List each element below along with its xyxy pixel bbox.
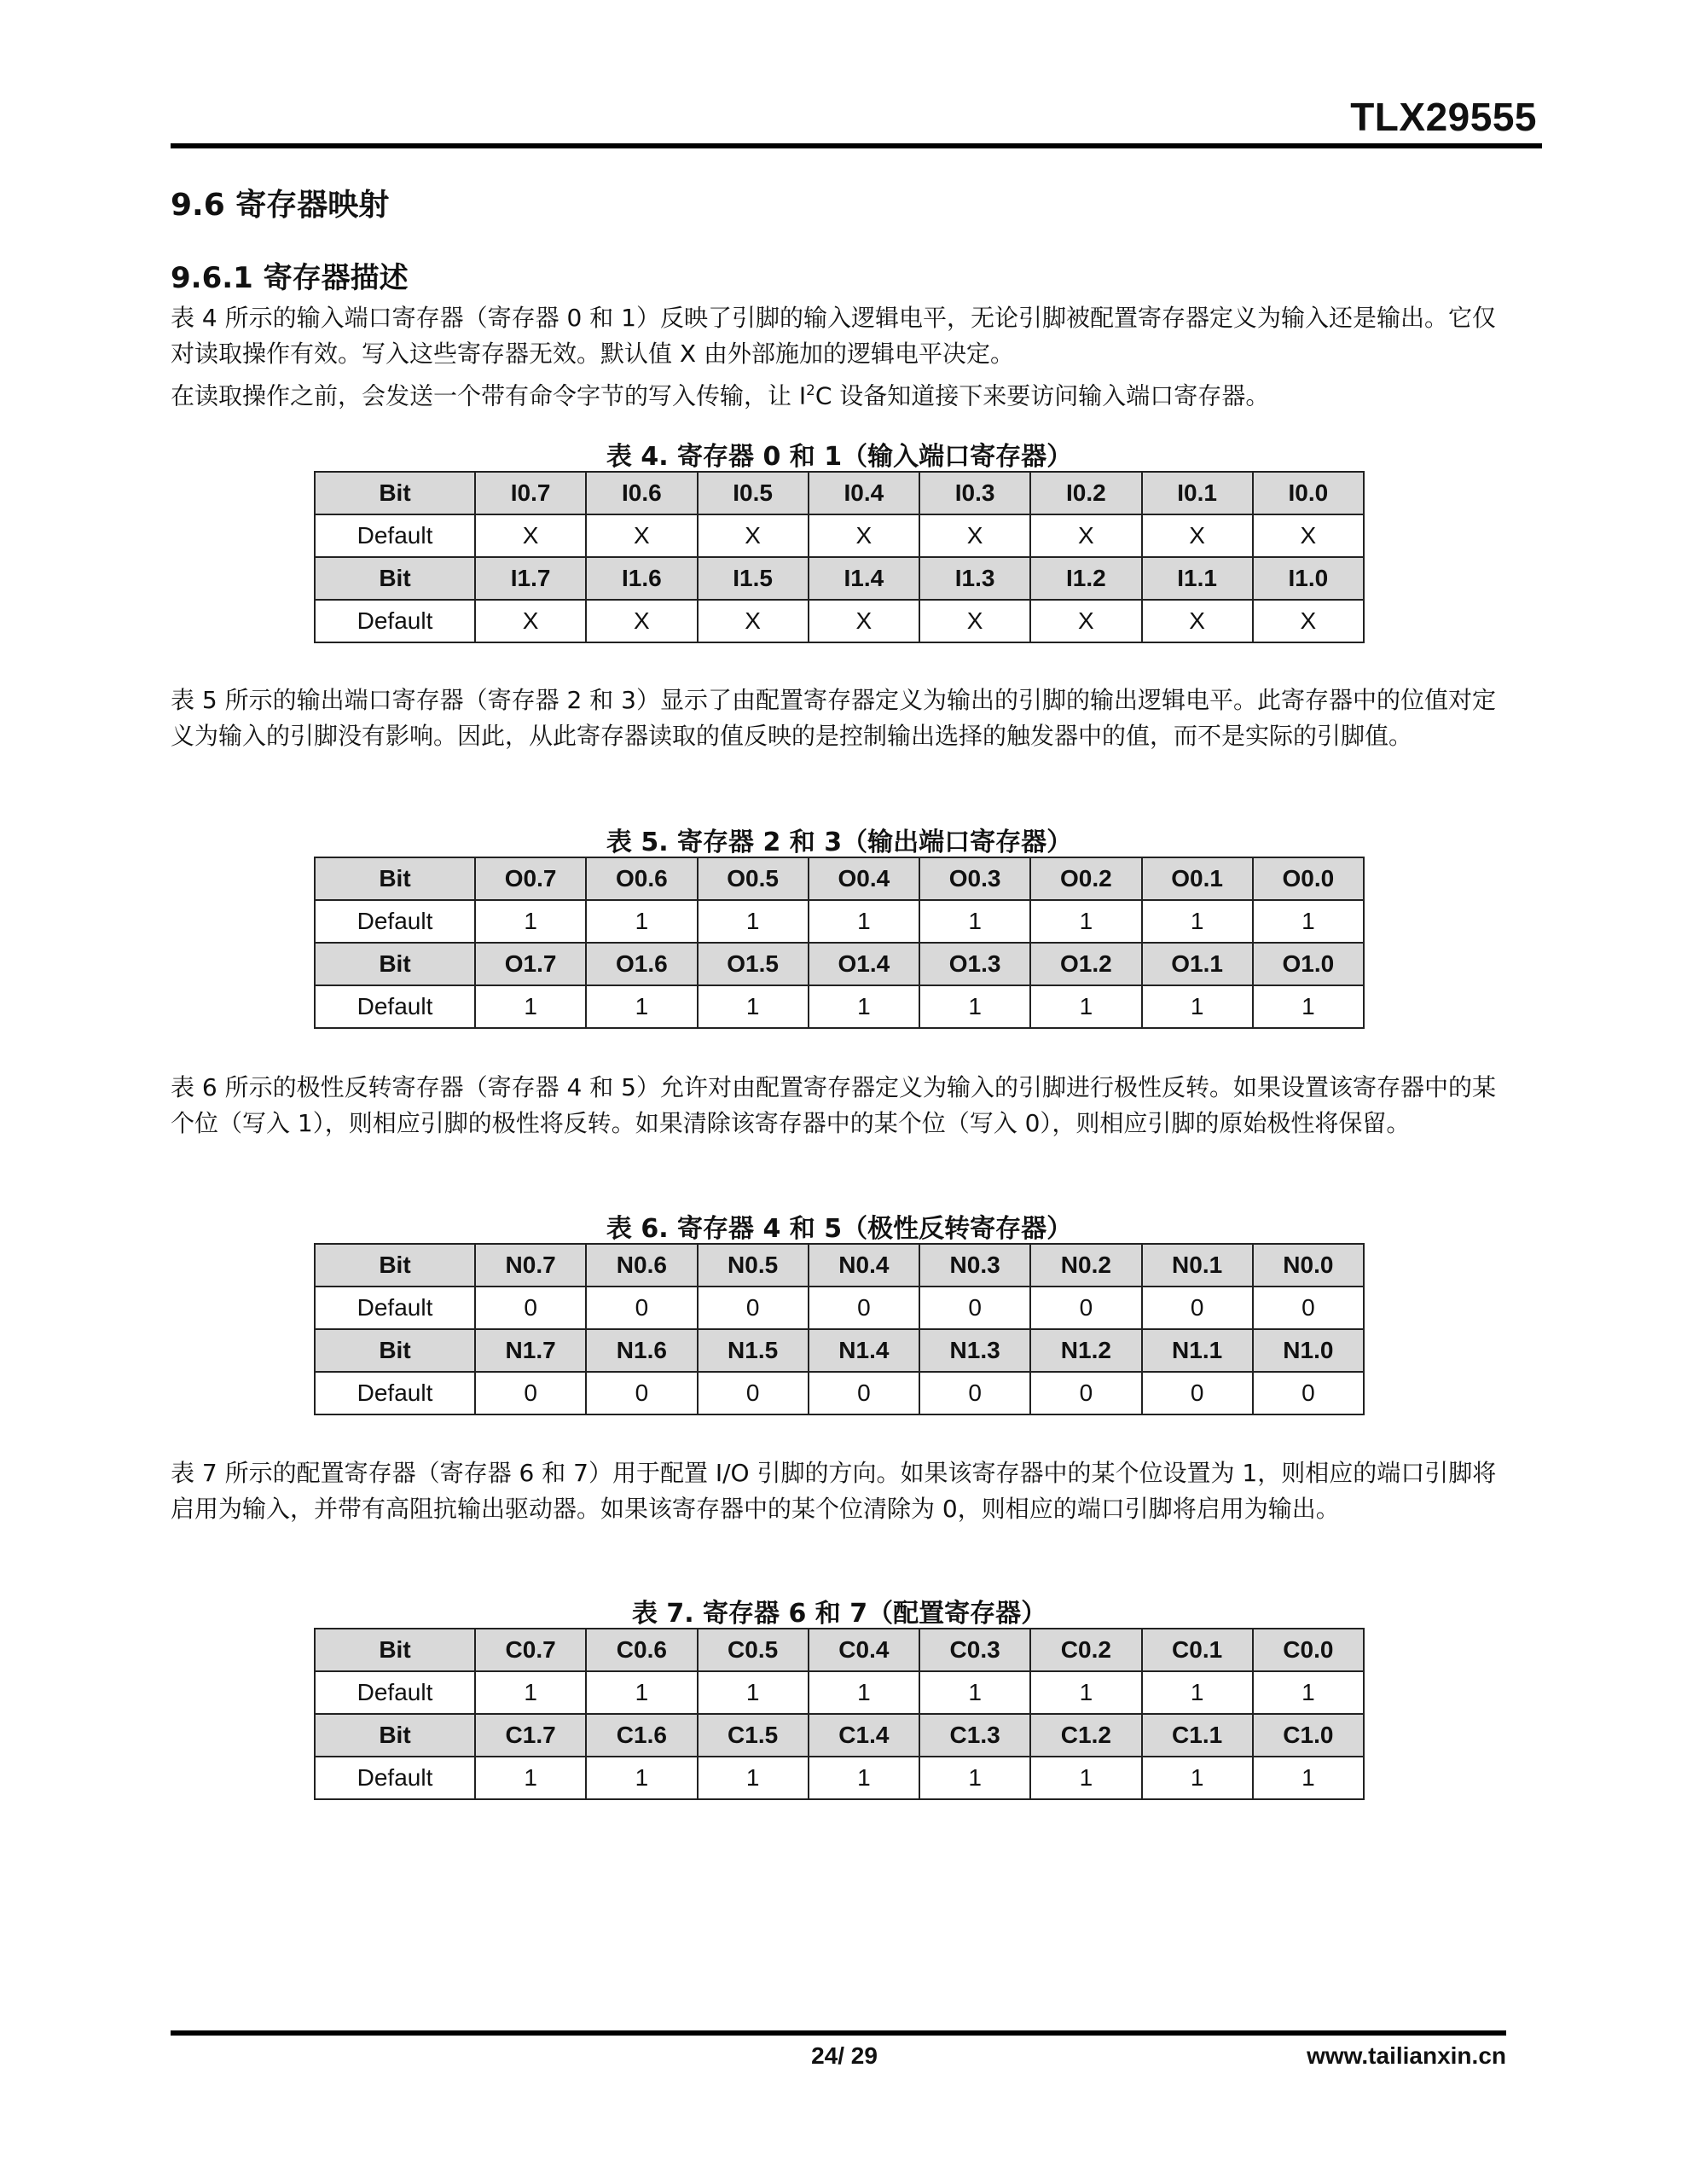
table-cell: 1 bbox=[809, 1671, 919, 1714]
table-cell: Default bbox=[315, 514, 475, 557]
table-cell: N0.7 bbox=[475, 1244, 586, 1287]
table-cell: X bbox=[475, 514, 586, 557]
table-cell: 0 bbox=[1030, 1372, 1141, 1414]
table-cell: O1.0 bbox=[1253, 943, 1364, 985]
table-cell: Bit bbox=[315, 1244, 475, 1287]
table-row bbox=[315, 1714, 1364, 1757]
table-row bbox=[315, 600, 1364, 642]
table-cell: N0.2 bbox=[1030, 1244, 1141, 1287]
table-cell: I0.6 bbox=[586, 472, 697, 514]
table-cell: O0.1 bbox=[1142, 857, 1253, 900]
table-6-caption: 表 6. 寄存器 4 和 5（极性反转寄存器） bbox=[606, 1214, 1073, 1244]
table-cell: O1.6 bbox=[586, 943, 697, 985]
table-cell: X bbox=[475, 600, 586, 642]
table-cell: 0 bbox=[1253, 1287, 1364, 1329]
table-cell: I1.2 bbox=[1030, 557, 1141, 600]
table-cell: 0 bbox=[919, 1287, 1030, 1329]
table-cell: Default bbox=[315, 1287, 475, 1329]
table-cell: 0 bbox=[586, 1372, 697, 1414]
table-cell: 0 bbox=[586, 1287, 697, 1329]
table-cell: I0.3 bbox=[919, 472, 1030, 514]
table-cell: I1.3 bbox=[919, 557, 1030, 600]
table-4-caption: 表 4. 寄存器 0 和 1（输入端口寄存器） bbox=[606, 442, 1073, 472]
table-row bbox=[315, 857, 1364, 900]
table-cell: Bit bbox=[315, 1329, 475, 1372]
table-5-body bbox=[315, 857, 1364, 1028]
table-cell: 1 bbox=[809, 900, 919, 943]
table-cell: O0.4 bbox=[809, 857, 919, 900]
table-cell: X bbox=[1030, 514, 1141, 557]
table-6 bbox=[314, 1243, 1365, 1415]
table-row bbox=[315, 900, 1364, 943]
table-cell: N0.0 bbox=[1253, 1244, 1364, 1287]
table-cell: 1 bbox=[1142, 985, 1253, 1028]
table-cell: C1.1 bbox=[1142, 1714, 1253, 1757]
table-cell: X bbox=[586, 600, 697, 642]
table-cell: O1.2 bbox=[1030, 943, 1141, 985]
table-cell: 1 bbox=[1030, 985, 1141, 1028]
subsection-title: 9.6.1 寄存器描述 bbox=[171, 261, 409, 295]
table-cell: 1 bbox=[1253, 1671, 1364, 1714]
footer-rule bbox=[171, 2030, 1506, 2036]
table-cell: X bbox=[1253, 600, 1364, 642]
table-cell: O0.3 bbox=[919, 857, 1030, 900]
table-cell: 0 bbox=[919, 1372, 1030, 1414]
table-cell: I0.2 bbox=[1030, 472, 1141, 514]
table-cell: I1.7 bbox=[475, 557, 586, 600]
table-cell: X bbox=[698, 600, 809, 642]
table-cell: I0.4 bbox=[809, 472, 919, 514]
table-cell: N0.1 bbox=[1142, 1244, 1253, 1287]
table-cell: Bit bbox=[315, 943, 475, 985]
table-row bbox=[315, 1244, 1364, 1287]
table-cell: Default bbox=[315, 900, 475, 943]
table-cell: 0 bbox=[698, 1287, 809, 1329]
table-cell: X bbox=[919, 514, 1030, 557]
table-cell: 1 bbox=[1030, 900, 1141, 943]
header-rule bbox=[171, 143, 1542, 148]
intro-text-2: 在读取操作之前，会发送一个带有命令字节的写入传输，让 $I^2C$ 设备知道接下来要访问输入端口寄存器。 bbox=[171, 381, 1270, 410]
table-cell: 1 bbox=[475, 1757, 586, 1799]
intro-paragraph bbox=[171, 300, 1508, 414]
table-cell: C0.5 bbox=[698, 1629, 809, 1671]
table-cell: 1 bbox=[919, 1757, 1030, 1799]
table-cell: Bit bbox=[315, 1714, 475, 1757]
table-cell: N1.1 bbox=[1142, 1329, 1253, 1372]
page-number: 24/ 29 bbox=[811, 2042, 878, 2069]
table-cell: N1.6 bbox=[586, 1329, 697, 1372]
table-7 bbox=[314, 1628, 1365, 1800]
table-cell: X bbox=[586, 514, 697, 557]
table-cell: Default bbox=[315, 985, 475, 1028]
table-cell: 1 bbox=[586, 1757, 697, 1799]
table-cell: C0.7 bbox=[475, 1629, 586, 1671]
table-cell: I1.5 bbox=[698, 557, 809, 600]
table-cell: Default bbox=[315, 600, 475, 642]
table-cell: 1 bbox=[809, 1757, 919, 1799]
table-cell: C0.2 bbox=[1030, 1629, 1141, 1671]
table-cell: 1 bbox=[475, 985, 586, 1028]
table-cell: 1 bbox=[1253, 985, 1364, 1028]
table-cell: X bbox=[809, 514, 919, 557]
table-cell: 0 bbox=[475, 1287, 586, 1329]
table-row bbox=[315, 943, 1364, 985]
table-cell: 0 bbox=[1142, 1287, 1253, 1329]
table-cell: Bit bbox=[315, 557, 475, 600]
table-cell: 1 bbox=[586, 1671, 697, 1714]
table-cell: 1 bbox=[698, 985, 809, 1028]
website-link[interactable]: www.tailianxin.cn bbox=[1307, 2042, 1506, 2069]
table-cell: X bbox=[809, 600, 919, 642]
table-cell: O1.7 bbox=[475, 943, 586, 985]
table-cell: I1.4 bbox=[809, 557, 919, 600]
table-cell: C1.7 bbox=[475, 1714, 586, 1757]
table-cell: X bbox=[1142, 600, 1253, 642]
table-cell: C0.6 bbox=[586, 1629, 697, 1671]
table-cell: 0 bbox=[809, 1287, 919, 1329]
table-cell: 1 bbox=[919, 900, 1030, 943]
table-5-caption: 表 5. 寄存器 2 和 3（输出端口寄存器） bbox=[606, 828, 1073, 857]
table-cell: 1 bbox=[698, 1671, 809, 1714]
table-cell: 1 bbox=[475, 900, 586, 943]
section-title: 9.6 寄存器映射 bbox=[171, 188, 390, 223]
table-cell: 1 bbox=[1142, 1757, 1253, 1799]
table-row bbox=[315, 1757, 1364, 1799]
intro-text-1: 表 4 所示的输入端口寄存器（寄存器 0 和 1）反映了引脚的输入逻辑电平，无论引脚被配置寄存器定义为输入还是输出。它仅对读取操作有效。写入这些寄存器无效。默认值 X 由外部施加的逻辑电平决定。 bbox=[171, 304, 1496, 368]
table-cell: O0.7 bbox=[475, 857, 586, 900]
table-cell: C1.6 bbox=[586, 1714, 697, 1757]
table-cell: C0.0 bbox=[1253, 1629, 1364, 1671]
table-cell: 0 bbox=[809, 1372, 919, 1414]
table-cell: I0.7 bbox=[475, 472, 586, 514]
table-row bbox=[315, 985, 1364, 1028]
table-cell: N1.3 bbox=[919, 1329, 1030, 1372]
table-cell: 1 bbox=[698, 1757, 809, 1799]
table-cell: 1 bbox=[698, 900, 809, 943]
table-cell: 0 bbox=[1030, 1287, 1141, 1329]
table-cell: 1 bbox=[919, 985, 1030, 1028]
table-7-caption: 表 7. 寄存器 6 和 7（配置寄存器） bbox=[631, 1599, 1047, 1629]
table-cell: N0.4 bbox=[809, 1244, 919, 1287]
table-cell: X bbox=[919, 600, 1030, 642]
table-cell: 1 bbox=[586, 985, 697, 1028]
table-cell: N1.7 bbox=[475, 1329, 586, 1372]
table-7-body bbox=[315, 1629, 1364, 1799]
table-cell: Default bbox=[315, 1671, 475, 1714]
table-cell: 1 bbox=[1253, 1757, 1364, 1799]
table-cell: I1.0 bbox=[1253, 557, 1364, 600]
table-cell: N1.0 bbox=[1253, 1329, 1364, 1372]
table-cell: 1 bbox=[1030, 1757, 1141, 1799]
table-cell: N1.2 bbox=[1030, 1329, 1141, 1372]
table-cell: 1 bbox=[586, 900, 697, 943]
table-cell: 0 bbox=[698, 1372, 809, 1414]
table-cell: O1.1 bbox=[1142, 943, 1253, 985]
header-part-number: TLX29555 bbox=[1350, 95, 1537, 139]
table-cell: O1.4 bbox=[809, 943, 919, 985]
table-cell: Bit bbox=[315, 1629, 475, 1671]
table-cell: C1.0 bbox=[1253, 1714, 1364, 1757]
table-cell: 0 bbox=[1253, 1372, 1364, 1414]
table-cell: Bit bbox=[315, 472, 475, 514]
table-row bbox=[315, 1671, 1364, 1714]
table-cell: O0.6 bbox=[586, 857, 697, 900]
table-cell: C1.2 bbox=[1030, 1714, 1141, 1757]
table-cell: X bbox=[1142, 514, 1253, 557]
table-cell: Default bbox=[315, 1372, 475, 1414]
table-5-intro-paragraph: 表 5 所示的输出端口寄存器（寄存器 2 和 3）显示了由配置寄存器定义为输出的引脚的输出逻辑电平。此寄存器中的位值对定义为输入的引脚没有影响。因此，从此寄存器读取的值反映的是控制输出选择的触发器中的值，而不是实际的引脚值。 bbox=[171, 686, 1496, 750]
table-cell: 1 bbox=[809, 985, 919, 1028]
table-cell: I1.1 bbox=[1142, 557, 1253, 600]
table-row bbox=[315, 1287, 1364, 1329]
table-cell: N1.5 bbox=[698, 1329, 809, 1372]
table-cell: 1 bbox=[1253, 900, 1364, 943]
table-cell: N0.5 bbox=[698, 1244, 809, 1287]
table-cell: O1.5 bbox=[698, 943, 809, 985]
table-cell: X bbox=[1030, 600, 1141, 642]
table-cell: N0.6 bbox=[586, 1244, 697, 1287]
table-cell: O0.5 bbox=[698, 857, 809, 900]
table-cell: C1.5 bbox=[698, 1714, 809, 1757]
table-cell: Default bbox=[315, 1757, 475, 1799]
table-cell: Bit bbox=[315, 857, 475, 900]
table-cell: O1.3 bbox=[919, 943, 1030, 985]
table-cell: I0.1 bbox=[1142, 472, 1253, 514]
table-cell: 0 bbox=[1142, 1372, 1253, 1414]
table-6-body bbox=[315, 1244, 1364, 1414]
table-row bbox=[315, 1372, 1364, 1414]
table-cell: N0.3 bbox=[919, 1244, 1030, 1287]
table-cell: C1.3 bbox=[919, 1714, 1030, 1757]
table-cell: 0 bbox=[475, 1372, 586, 1414]
table-row bbox=[315, 472, 1364, 514]
table-5 bbox=[314, 857, 1365, 1029]
table-cell: X bbox=[1253, 514, 1364, 557]
table-cell: C0.3 bbox=[919, 1629, 1030, 1671]
table-cell: I0.0 bbox=[1253, 472, 1364, 514]
table-cell: 1 bbox=[919, 1671, 1030, 1714]
table-6-intro-paragraph: 表 6 所示的极性反转寄存器（寄存器 4 和 5）允许对由配置寄存器定义为输入的引脚进行极性反转。如果设置该寄存器中的某个位（写入 1），则相应引脚的极性将反转。如果清除该寄存器中的某个位（写入 0），则相应引脚的原始极性将保留。 bbox=[171, 1073, 1496, 1137]
table-cell: C1.4 bbox=[809, 1714, 919, 1757]
table-cell: 1 bbox=[1142, 900, 1253, 943]
table-4 bbox=[314, 471, 1365, 643]
table-4-body bbox=[315, 472, 1364, 642]
table-cell: O0.0 bbox=[1253, 857, 1364, 900]
table-cell: N1.4 bbox=[809, 1329, 919, 1372]
table-7-intro-paragraph: 表 7 所示的配置寄存器（寄存器 6 和 7）用于配置 I/O 引脚的方向。如果该寄存器中的某个位设置为 1，则相应的端口引脚将启用为输入，并带有高阻抗输出驱动器。如果该寄存器中的某个位清除为 0，则相应的端口引脚将启用为输出。 bbox=[171, 1459, 1497, 1523]
table-cell: 1 bbox=[475, 1671, 586, 1714]
table-cell: C0.1 bbox=[1142, 1629, 1253, 1671]
table-cell: 1 bbox=[1142, 1671, 1253, 1714]
table-row bbox=[315, 557, 1364, 600]
table-row bbox=[315, 1329, 1364, 1372]
table-cell: 1 bbox=[1030, 1671, 1141, 1714]
table-cell: C0.4 bbox=[809, 1629, 919, 1671]
table-row bbox=[315, 514, 1364, 557]
table-cell: X bbox=[698, 514, 809, 557]
table-row bbox=[315, 1629, 1364, 1671]
table-cell: I1.6 bbox=[586, 557, 697, 600]
table-cell: O0.2 bbox=[1030, 857, 1141, 900]
table-cell: I0.5 bbox=[698, 472, 809, 514]
